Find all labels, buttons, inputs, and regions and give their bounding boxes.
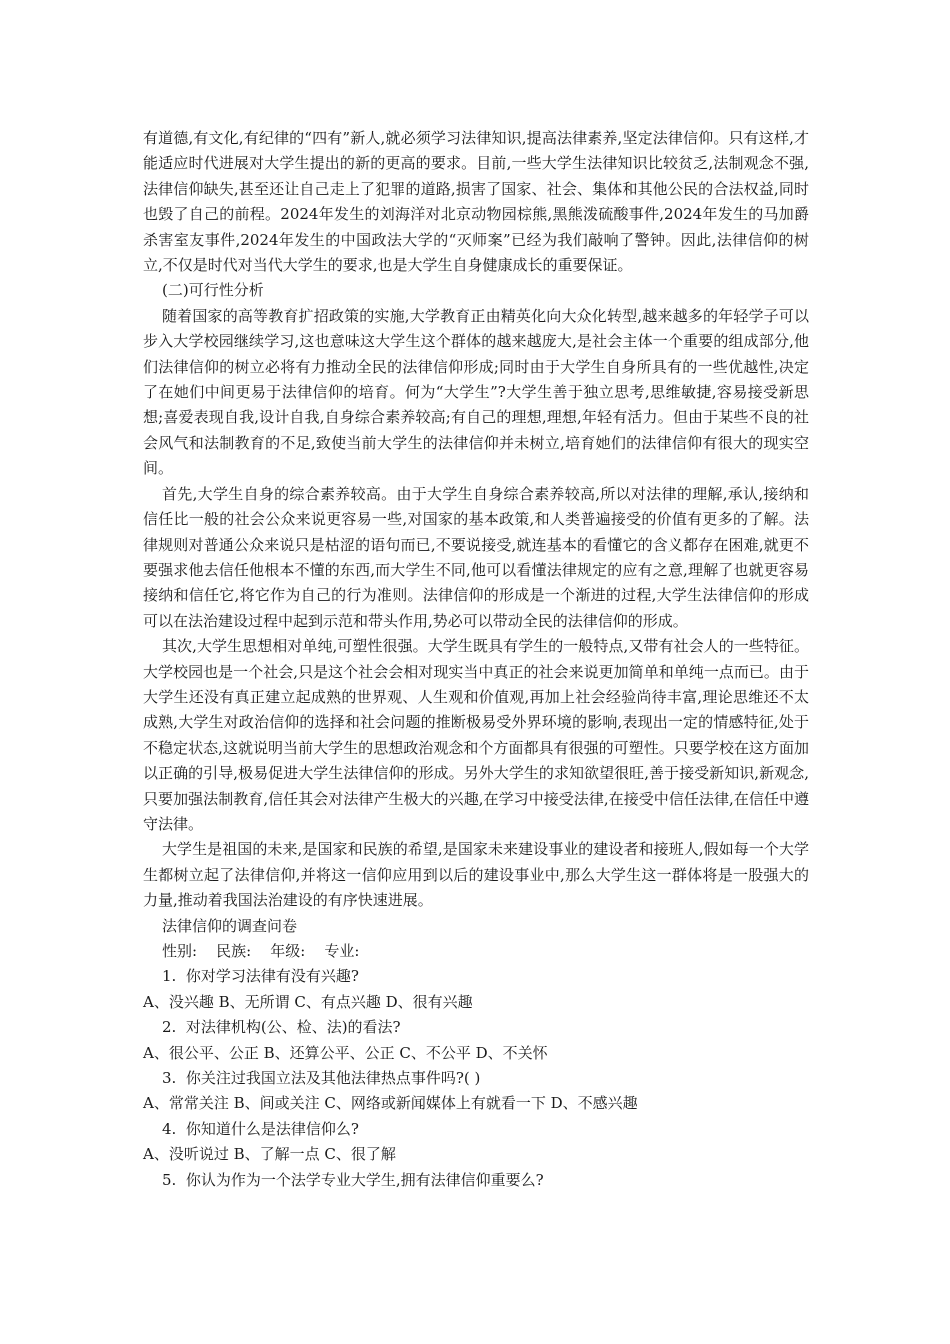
- section-heading-feasibility: (二)可行性分析: [162, 281, 264, 300]
- survey-options: A、常常关注 B、间或关注 C、网络或新闻媒体上有就看一下 D、不感兴趣: [143, 1094, 638, 1113]
- survey-title: 法律信仰的调查问卷: [162, 916, 298, 935]
- survey-options: A、没兴趣 B、无所谓 C、有点兴趣 D、很有兴趣: [143, 992, 473, 1011]
- survey-options: A、没听说过 B、了解一点 C、很了解: [143, 1145, 396, 1164]
- paragraph-feasibility: 随着国家的高等教育扩招政策的实施,大学教育正由精英化向大众化转型,越来越多的年轻学子可以步入大学校园继续学习,这也意味这大学生这个群体的越来越庞大,是社会主体一个重要的组成部分,他们法律信仰的树立必将有力推动全民的法律信仰形成;同时由于大学生自身所具有的一些优越性,决定了在她们中间更易于法律信仰的培育。何为“大学生”?大学生善于独立思考,思维敏捷,容易接受新思想;喜爱表现自我,设计自我,自身综合素养较高;有自己的理想,理想,年轻有活力。但由于某些不良的社会风气和法制教育的不足,致使当前大学生的法律信仰并未树立,培育她们的法律信仰有很大的现实空间。: [143, 306, 809, 478]
- paragraph-second-point: 其次,大学生思想相对单纯,可塑性很强。大学生既具有学生的一般特点,又带有社会人的一些特征。大学校园也是一个社会,只是这个社会会相对现实当中真正的社会来说更加简单和单纯一点而已。由于大学生还没有真正建立起成熟的世界观、人生观和价值观,再加上社会经验尚待丰富,理论思维还不太成熟,大学生对政治信仰的选择和社会问题的推断极易受外界环境的影响,表现出一定的情感特征,处于不稳定状态,这就说明当前大学生的思想政治观念和个方面都具有很强的可塑性。只要学校在这方面加以正确的引导,极易促进大学生法律信仰的形成。另外大学生的求知欲望很旺,善于接受新知识,新观念,只要加强法制教育,信任其会对法律产生极大的兴趣,在学习中接受法律,在接受中信任法律,在信任中遵守法律。: [143, 637, 809, 833]
- paragraph-intro-continued: 有道德,有文化,有纪律的“四有”新人,就必须学习法律知识,提高法律素养,坚定法律信仰。只有这样,才能适应时代进展对大学生提出的新的更高的要求。目前,一些大学生法律知识比较贫乏,法制观念不强,法律信仰缺失,甚至还让自己走上了犯罪的道路,损害了国家、社会、集体和其他公民的合法权益,同时也毁了自己的前程。2024年发生的刘海洋对北京动物园棕熊,黑熊泼硫酸事件,2024年发生的马加爵杀害室友事件,2024年发生的中国政法大学的“灭师案”已经为我们敲响了警钟。因此,法律信仰的树立,不仅是时代对当代大学生的要求,也是大学生自身健康成长的重要保证。: [143, 129, 809, 275]
- survey-question: 1. 你对学习法律有没有兴趣?: [162, 967, 359, 986]
- survey-question: 2. 对法律机构(公、检、法)的看法?: [162, 1018, 401, 1037]
- survey-fields: 性别: 民族: 年级: 专业:: [162, 942, 360, 960]
- survey-question: 3. 你关注过我国立法及其他法律热点事件吗?( ): [162, 1069, 481, 1088]
- paragraph-first-point: 首先,大学生自身的综合素养较高。由于大学生自身综合素养较高,所以对法律的理解,承认,接纳和信任比一般的社会公众来说更容易一些,对国家的基本政策,和人类普遍接受的价值有更多的了解。法律规则对普通公众来说只是枯涩的语句而已,不要说接受,就连基本的看懂它的含义都存在困难,就更不要强求他去信任他根本不懂的东西,而大学生不同,他可以看懂法律规定的应有之意,理解了也就更容易接纳和信任它,将它作为自己的行为准则。法律信仰的形成是一个渐进的过程,大学生法律信仰的形成可以在法治建设过程中起到示范和带头作用,势必可以带动全民的法律信仰的形成。: [143, 484, 809, 630]
- survey-question: 5. 你认为作为一个法学专业大学生,拥有法律信仰重要么?: [162, 1170, 544, 1189]
- paragraph-conclusion: 大学生是祖国的未来,是国家和民族的希望,是国家未来建设事业的建设者和接班人,假如每一个大学生都树立起了法律信仰,并将这一信仰应用到以后的建设事业中,那么大学生这一群体将是一股强大的力量,推动着我国法治建设的有序快速进展。: [143, 840, 809, 910]
- survey-section: [143, 914, 809, 1193]
- document-page: [143, 126, 809, 1193]
- survey-question: 4. 你知道什么是法律信仰么?: [162, 1119, 359, 1138]
- survey-options: A、很公平、公正 B、还算公平、公正 C、不公平 D、不关怀: [143, 1043, 548, 1062]
